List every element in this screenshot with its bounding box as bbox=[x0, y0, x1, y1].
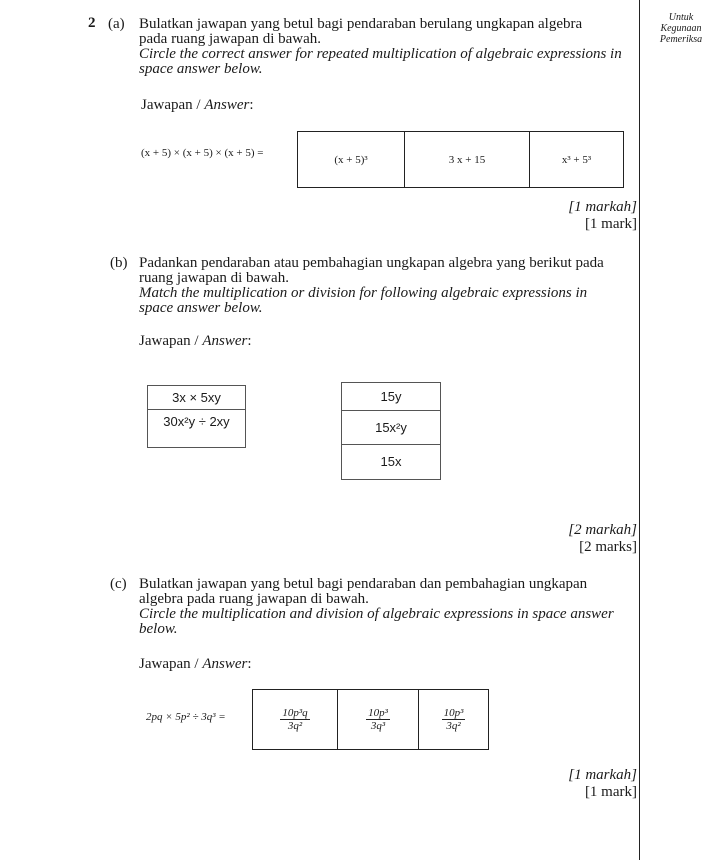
part-a-english-line2: space answer below. bbox=[139, 61, 263, 77]
part-c-marks bbox=[568, 767, 637, 801]
part-c-malay-line2: algebra pada ruang jawapan di bawah. bbox=[139, 591, 369, 607]
part-b-right-item-2[interactable]: 15x²y bbox=[342, 411, 440, 445]
part-c-instruction bbox=[139, 577, 639, 637]
margin-note-line3: Pemeriksa bbox=[659, 34, 703, 45]
part-b-mark-malay: [2 markah] bbox=[568, 522, 637, 538]
examiner-margin-line bbox=[639, 0, 640, 860]
part-a-option-2[interactable]: 3 x + 15 bbox=[405, 132, 530, 188]
part-c-mark-english: [1 mark] bbox=[584, 784, 637, 800]
part-a-expression: (x + 5) × (x + 5) × (x + 5) = bbox=[141, 147, 264, 159]
margin-note-line2: Kegunaan bbox=[660, 23, 702, 34]
margin-note-line1: Untuk bbox=[668, 12, 694, 23]
part-b-mark-english: [2 marks] bbox=[579, 539, 637, 555]
part-b-label: (b) bbox=[110, 255, 128, 271]
part-c-answer-label: Jawapan / Answer: bbox=[139, 656, 252, 672]
part-c-english-line2: below. bbox=[139, 621, 178, 637]
part-c-mark-malay: [1 markah] bbox=[568, 767, 637, 783]
part-c-english-line1: Circle the multiplication and division of algebraic expressions in space answer bbox=[139, 606, 614, 622]
part-b-right-column bbox=[341, 382, 441, 480]
part-c-expression: 2pq × 5p² ÷ 3q³ = bbox=[146, 711, 226, 723]
part-a-english-line1: Circle the correct answer for repeated multiplication of algebraic expressions in bbox=[139, 46, 622, 62]
part-a-mark-malay: [1 markah] bbox=[568, 199, 637, 215]
part-b-malay-line1: Padankan pendaraban atau pembahagian ungkapan algebra yang berikut pada bbox=[139, 255, 604, 271]
part-a-marks bbox=[568, 199, 637, 233]
part-b-left-item-1[interactable]: 3x × 5xy bbox=[148, 386, 245, 410]
part-b-english-line1: Match the multiplication or division for following algebraic expressions in bbox=[139, 285, 588, 301]
part-a-malay-line1: Bulatkan jawapan yang betul bagi pendaraban berulang ungkapan algebra bbox=[139, 16, 583, 32]
part-b-english-line2: space answer below. bbox=[139, 300, 263, 316]
part-a-mark-english: [1 mark] bbox=[584, 216, 637, 232]
part-b-answer-label: Jawapan / Answer: bbox=[139, 333, 252, 349]
part-a-option-3[interactable]: x³ + 5³ bbox=[530, 132, 624, 188]
part-c-label: (c) bbox=[110, 576, 127, 592]
part-b-right-item-1[interactable]: 15y bbox=[342, 383, 440, 411]
part-a-options-table bbox=[297, 131, 624, 188]
examiner-margin-note bbox=[645, 12, 717, 45]
question-number: 2 bbox=[88, 15, 96, 31]
part-b-marks bbox=[568, 522, 637, 556]
part-a-malay-line2: pada ruang jawapan di bawah. bbox=[139, 31, 322, 47]
part-b-right-item-3[interactable]: 15x bbox=[380, 454, 402, 469]
part-c-option-2[interactable]: $\frac{\text{10p³}}{\text{3q³}}$ bbox=[338, 690, 419, 750]
part-c-options-table bbox=[252, 689, 489, 750]
part-b-left-item-2[interactable]: 30x²y ÷ 2xy bbox=[163, 414, 230, 429]
part-a-option-1[interactable]: (x + 5)³ bbox=[298, 132, 405, 188]
part-c-option-1[interactable]: $\frac{\text{10p³q}}{\text{3q²}}$ bbox=[253, 690, 338, 750]
part-a-label: (a) bbox=[108, 16, 125, 32]
part-c-option-3[interactable]: $\frac{\text{10p³}}{\text{3q²}}$ bbox=[419, 690, 489, 750]
part-b-instruction bbox=[139, 256, 639, 316]
part-b-malay-line2: ruang jawapan di bawah. bbox=[139, 270, 289, 286]
part-a-malay-instruction bbox=[139, 17, 639, 77]
part-c-malay-line1: Bulatkan jawapan yang betul bagi pendaraban dan pembahagian ungkapan bbox=[139, 576, 588, 592]
part-b-left-column bbox=[147, 385, 246, 448]
part-a-answer-label: Jawapan / Answer: bbox=[141, 97, 254, 113]
